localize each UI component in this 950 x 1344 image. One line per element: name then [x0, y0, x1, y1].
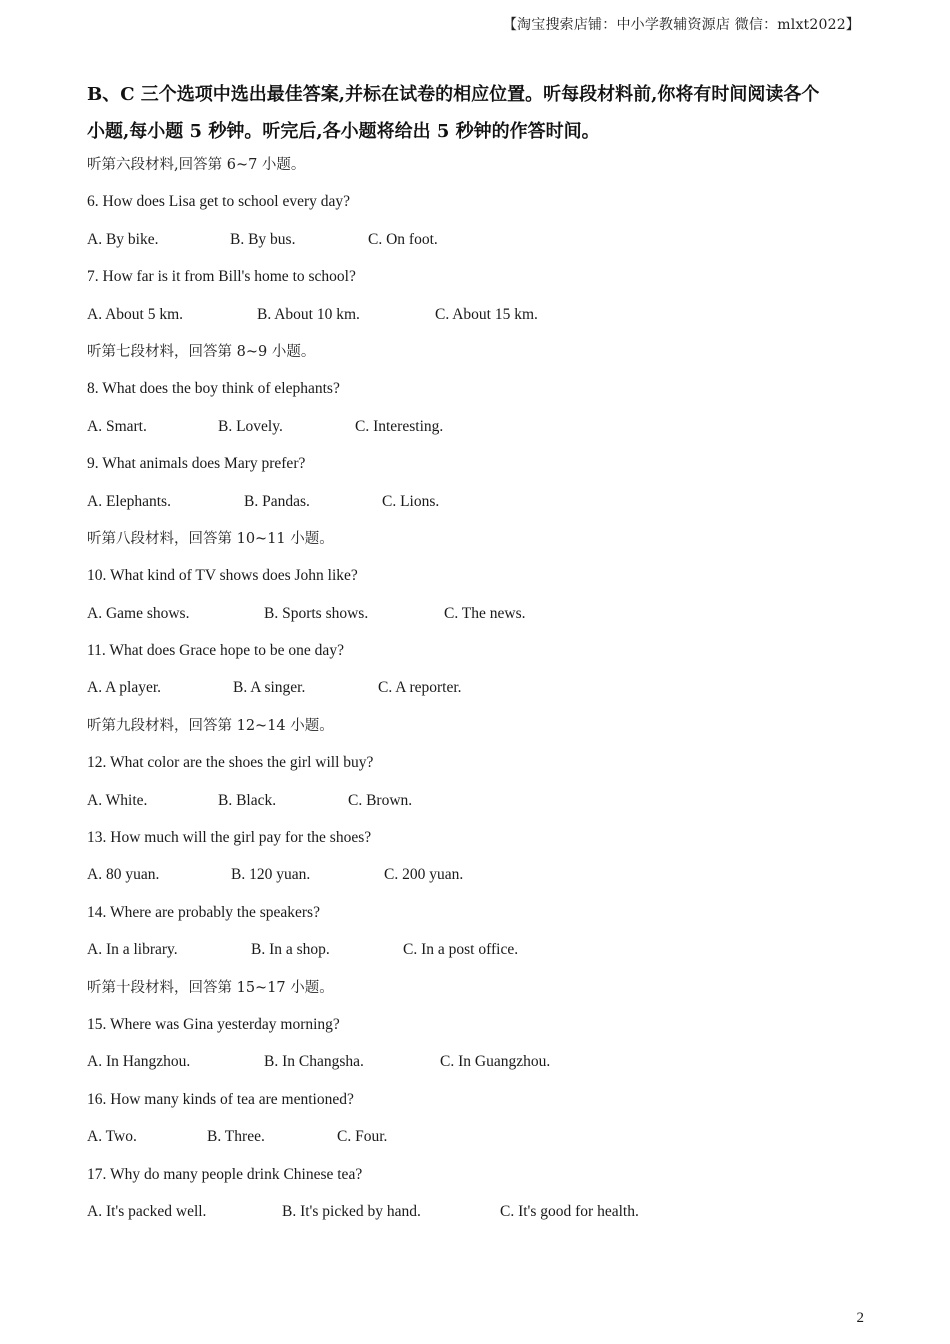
option-b: B. Pandas. — [244, 492, 310, 510]
answer-options — [87, 788, 877, 825]
option-a: A. In Hangzhou. — [87, 1053, 191, 1071]
answer-options — [87, 1049, 877, 1086]
question-text: 14. Where are probably the speakers? — [87, 903, 320, 921]
option-b: B. Three. — [207, 1128, 265, 1146]
option-c: C. On foot. — [368, 230, 438, 248]
option-b: B. 120 yuan. — [231, 866, 311, 884]
question-list — [87, 152, 877, 1236]
instructions-line-1: B、C 三个选项中选出最佳答案,并标在试卷的相应位置。听每段材料前,你将有时间阅读各个 — [87, 84, 820, 105]
option-b: B. About 10 km. — [257, 305, 360, 323]
answer-options — [87, 675, 877, 712]
question-text: 16. How many kinds of tea are mentioned? — [87, 1090, 354, 1108]
option-a: A. Game shows. — [87, 604, 190, 622]
section-heading: 听第七段材料，回答第 8~9 小题。 — [87, 343, 316, 360]
option-b: B. Lovely. — [218, 417, 283, 435]
answer-options — [87, 227, 877, 264]
section-heading: 听第八段材料，回答第 10~11 小题。 — [87, 530, 334, 547]
option-c: C. A reporter. — [378, 679, 462, 697]
section-heading: 听第六段材料,回答第 6~7 小题。 — [87, 157, 306, 173]
option-a: A. Two. — [87, 1128, 137, 1146]
question-text: 6. How does Lisa get to school every day? — [87, 193, 351, 211]
question-text: 8. What does the boy think of elephants? — [87, 380, 340, 398]
option-a: A. It's packed well. — [87, 1202, 207, 1220]
option-c: C. In a post office. — [403, 941, 519, 959]
section-heading: 听第十段材料，回答第 15~17 小题。 — [87, 979, 334, 996]
option-a: A. Elephants. — [87, 492, 171, 510]
answer-options — [87, 601, 877, 638]
option-c: C. About 15 km. — [435, 305, 538, 323]
option-c: C. Brown. — [348, 791, 413, 809]
option-a: A. Smart. — [87, 417, 147, 435]
option-a: A. A player. — [87, 679, 162, 697]
option-c: C. The news. — [444, 604, 526, 622]
option-b: B. In Changsha. — [264, 1053, 364, 1071]
option-b: B. Black. — [218, 791, 277, 809]
option-b: B. By bus. — [230, 230, 296, 248]
question-text: 10. What kind of TV shows does John like? — [87, 567, 358, 585]
answer-options — [87, 302, 877, 339]
instructions — [87, 76, 867, 150]
option-a: A. About 5 km. — [87, 305, 184, 323]
question-text: 7. How far is it from Bill's home to school? — [87, 268, 356, 286]
question-text: 9. What animals does Mary prefer? — [87, 455, 306, 473]
question-text: 11. What does Grace hope to be one day? — [87, 642, 344, 660]
option-c: C. Interesting. — [355, 417, 444, 435]
option-a: A. White. — [87, 791, 148, 809]
question-text: 17. Why do many people drink Chinese tea? — [87, 1165, 363, 1183]
instructions-line-2: 小题,每小题 5 秒钟。听完后,各小题将给出 5 秒钟的作答时间。 — [87, 121, 600, 142]
answer-options — [87, 862, 877, 899]
option-b: B. In a shop. — [251, 941, 330, 959]
question-text: 13. How much will the girl pay for the shoes? — [87, 829, 372, 847]
answer-options — [87, 1124, 877, 1161]
question-text: 15. Where was Gina yesterday morning? — [87, 1015, 340, 1033]
option-b: B. Sports shows. — [264, 604, 369, 622]
option-a: A. 80 yuan. — [87, 866, 160, 884]
section-heading: 听第九段材料，回答第 12~14 小题。 — [87, 717, 334, 734]
option-a: A. By bike. — [87, 230, 159, 248]
option-b: B. A singer. — [233, 679, 306, 697]
answer-options — [87, 414, 877, 451]
option-b: B. It's picked by hand. — [282, 1202, 421, 1220]
option-c: C. 200 yuan. — [384, 866, 464, 884]
page-number: 2 — [856, 1310, 864, 1326]
question-text: 12. What color are the shoes the girl will buy? — [87, 754, 374, 772]
option-c: C. It's good for health. — [500, 1202, 639, 1220]
option-c: C. In Guangzhou. — [440, 1053, 551, 1071]
option-c: C. Four. — [337, 1128, 388, 1146]
option-a: A. In a library. — [87, 941, 178, 959]
answer-options — [87, 937, 877, 974]
answer-options — [87, 489, 877, 526]
header-note: 【淘宝搜索店铺：中小学教辅资源店 微信：mlxt2022】 — [502, 17, 860, 33]
option-c: C. Lions. — [382, 492, 440, 510]
answer-options — [87, 1199, 877, 1236]
